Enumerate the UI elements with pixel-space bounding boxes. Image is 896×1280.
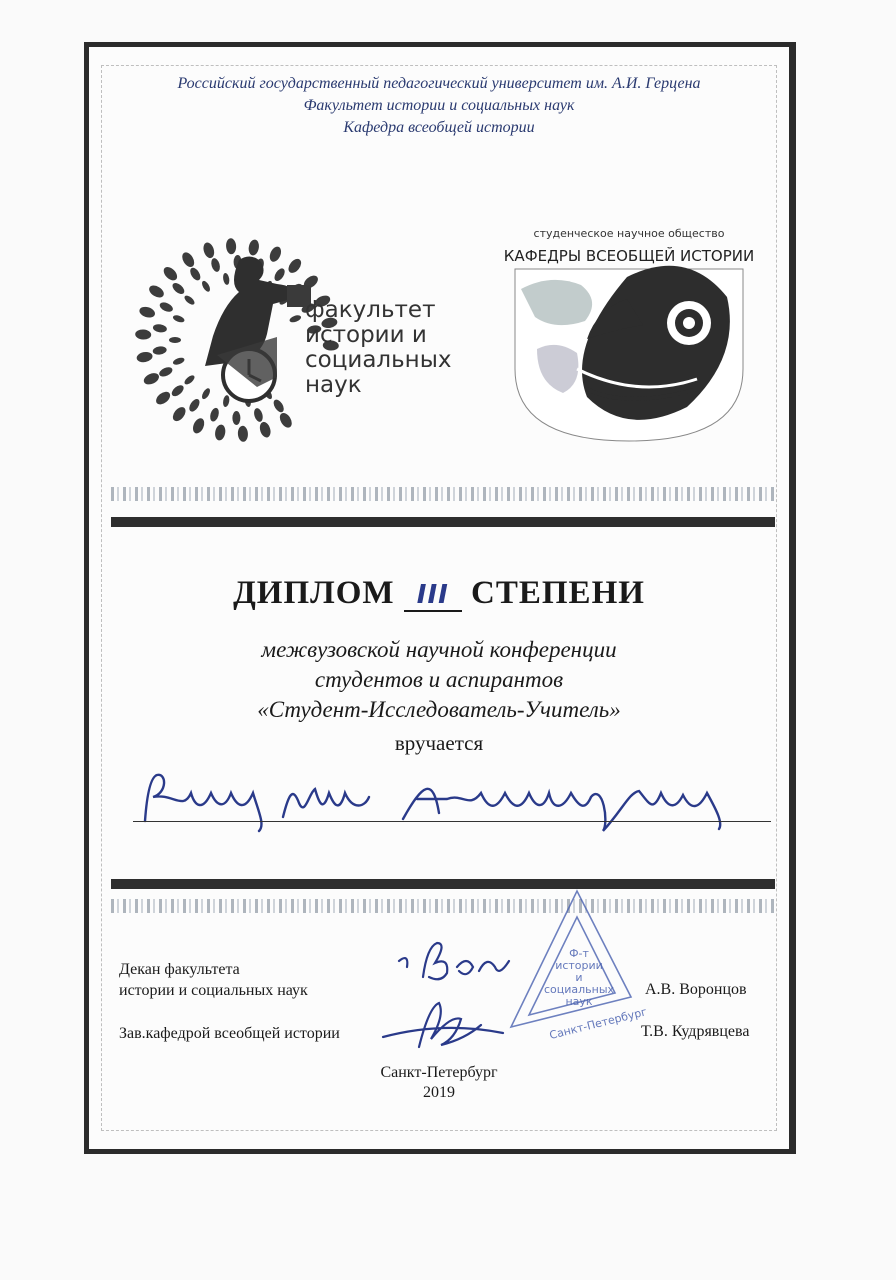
wreath-leaf: [209, 407, 221, 423]
wreath-leaf: [161, 265, 179, 283]
recipient-underline: [133, 821, 771, 822]
wreath-leaf: [202, 241, 216, 259]
title-right: СТЕПЕНИ: [471, 575, 645, 611]
department-name: Кафедра всеобщей истории: [343, 119, 535, 136]
wreath-leaf: [172, 356, 185, 366]
degree-handwritten: III: [404, 580, 462, 612]
wreath-leaf: [142, 371, 161, 387]
conference-line2: студентов и аспирантов: [314, 667, 564, 692]
wreath-leaf: [268, 245, 284, 264]
wreath-leaf: [289, 314, 302, 324]
faculty-logo-line1: факультет: [305, 297, 436, 323]
stamp-inner-line3: и: [575, 971, 583, 984]
wreath-leaf: [136, 351, 154, 364]
recipient-handwriting: [133, 763, 773, 833]
stamp-inner-line4: социальных: [543, 983, 615, 996]
decor-bar-top: [111, 517, 775, 527]
head-title: Зав.кафедрой всеобщей истории: [119, 1025, 340, 1042]
wreath-leaf: [222, 272, 230, 285]
wreath-leaf: [187, 397, 201, 413]
decor-speckle-top: [111, 487, 775, 501]
university-name: Российский государственный педагогический университет им. А.И. Герцена: [177, 75, 701, 92]
wreath-leaf: [158, 301, 174, 314]
diploma-title: [89, 575, 789, 612]
wreath-leaf: [154, 389, 173, 407]
wreath-leaf: [247, 239, 260, 257]
wreath-leaf: [277, 411, 294, 430]
wreath-leaf: [183, 294, 196, 306]
decor-bar-bottom: [111, 879, 775, 889]
faculty-logo-line3: социальных: [305, 347, 452, 373]
stamp-city: Санкт-Петербург: [548, 1005, 649, 1042]
footer-year: 2019: [423, 1084, 455, 1101]
wreath-leaf: [172, 314, 185, 324]
wreath-leaf: [135, 329, 152, 340]
university-stamp-icon: [481, 877, 661, 1047]
dean-name: А.В. Воронцов: [645, 981, 747, 998]
wreath-leaf: [147, 283, 166, 300]
wreath-leaf: [158, 365, 174, 378]
society-logo-top: студенческое научное общество: [533, 227, 725, 240]
dean-title-line2: истории и социальных наук: [119, 982, 308, 999]
stamp-inner-line1: Ф-т: [569, 947, 589, 960]
wreath-leaf: [170, 383, 186, 398]
wreath-leaf: [180, 250, 197, 269]
stamp-inner-line5: наук: [565, 995, 593, 1008]
faculty-logo-line2: истории и: [305, 322, 427, 348]
stamp-inner-line2: истории: [555, 959, 603, 972]
conference-line3: «Студент-Исследователь-Учитель»: [257, 697, 621, 722]
wreath-leaf: [200, 387, 211, 400]
title-left: ДИПЛОМ: [233, 575, 395, 611]
wreath-leaf: [232, 411, 240, 425]
footer-city: Санкт-Петербург: [380, 1064, 498, 1081]
dean-title-line1: Декан факультета: [119, 961, 240, 978]
wreath-leaf: [152, 323, 167, 333]
wreath-leaf: [258, 421, 272, 439]
wreath-leaf: [226, 238, 237, 255]
diploma-frame: [84, 42, 796, 1154]
wreath-leaf: [191, 416, 207, 435]
conference-line1: межвузовской научной конференции: [261, 637, 617, 662]
wreath-leaf: [152, 346, 167, 356]
wreath-leaf: [214, 424, 227, 442]
wreath-leaf: [253, 407, 265, 423]
decor-speckle-bottom: [111, 899, 775, 913]
wreath-leaf: [170, 405, 188, 424]
wreath-leaf: [272, 267, 286, 283]
faculty-name: Факультет истории и социальных наук: [303, 97, 575, 114]
wreath-leaf: [169, 337, 181, 343]
wreath-leaf: [171, 281, 187, 296]
wreath-leaf: [210, 257, 222, 273]
wreath-leaf: [200, 280, 211, 293]
society-logo-icon: [503, 219, 755, 449]
wreath-leaf: [183, 374, 196, 386]
head-name: Т.В. Кудрявцева: [641, 1023, 750, 1040]
wreath-leaf: [222, 395, 230, 408]
wreath-leaf: [188, 266, 202, 282]
awarded-label: вручается: [394, 731, 484, 755]
wreath-leaf: [138, 305, 156, 319]
society-logo-main: КАФЕДРЫ ВСЕОБЩЕЙ ИСТОРИИ: [503, 247, 755, 265]
faculty-logo-line4: наук: [305, 372, 362, 398]
wreath-leaf: [272, 398, 286, 414]
faculty-logo-icon: [137, 225, 467, 455]
wreath-leaf: [237, 426, 248, 443]
wreath-leaf: [286, 257, 304, 276]
